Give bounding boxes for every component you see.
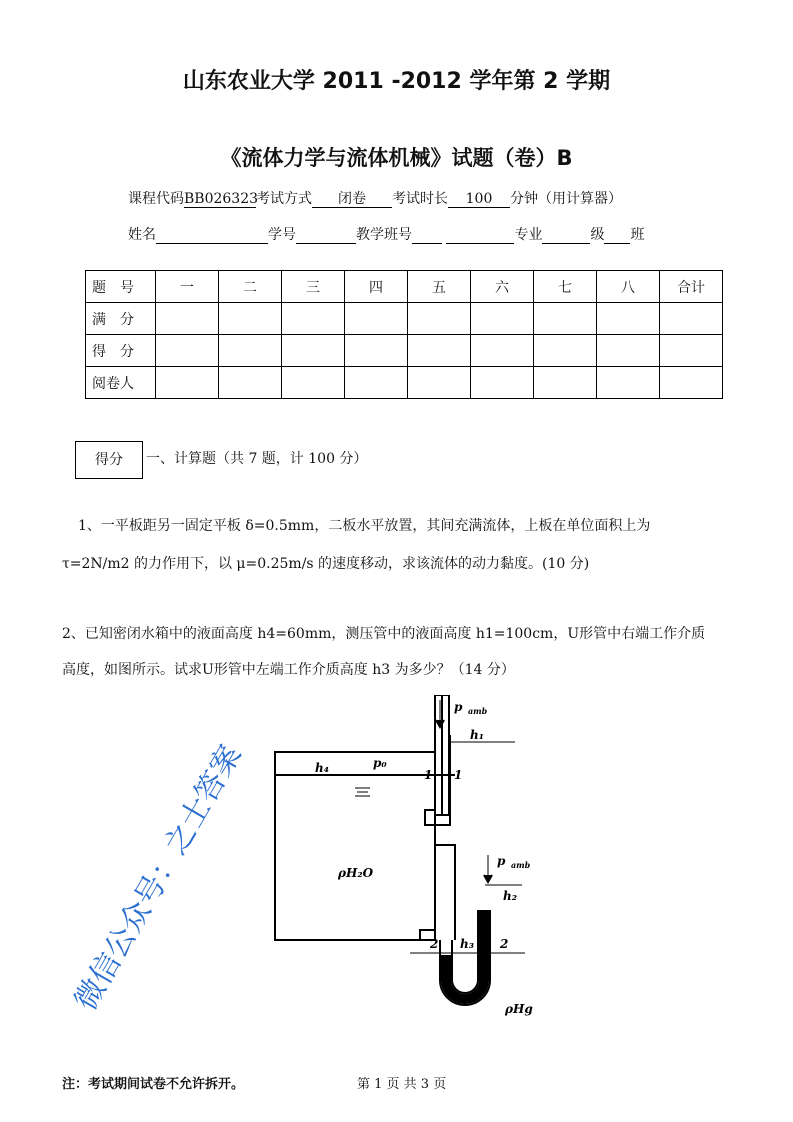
header-cell: 三 bbox=[282, 271, 345, 303]
major-field[interactable] bbox=[542, 227, 590, 244]
label-2-left: 2 bbox=[430, 937, 439, 951]
q1-line2: τ=2N/m2 的力作用下，以 μ=0.25m/s 的速度移动，求该流体的动力黏度。(10 分) bbox=[62, 556, 590, 572]
table-row bbox=[86, 303, 723, 335]
score-table bbox=[85, 270, 723, 399]
class-label: 班 bbox=[630, 227, 645, 243]
duration-unit: 分钟（用计算器） bbox=[510, 191, 622, 207]
label-2-right: 2 bbox=[500, 937, 509, 951]
duration-label: 考试时长 bbox=[392, 191, 448, 207]
watermark: 微信公众号：之士答案 bbox=[68, 739, 249, 1017]
exam-subtitle: 《流体力学与流体机械》试题（卷）B bbox=[220, 146, 573, 170]
table-row bbox=[86, 335, 723, 367]
header-cell: 四 bbox=[345, 271, 408, 303]
label-h1: h₁ bbox=[470, 728, 484, 742]
course-code: BB026323 bbox=[184, 191, 259, 207]
label-p-amb-2: p bbox=[497, 854, 506, 868]
exam-mode-label: 考试方式 bbox=[256, 191, 312, 207]
label-amb-2: amb bbox=[511, 860, 531, 870]
label-p-amb: p bbox=[454, 700, 463, 714]
class-no-label: 教学班号 bbox=[356, 227, 412, 243]
label-1-right: 1 bbox=[454, 768, 463, 782]
name-label: 姓名 bbox=[128, 227, 156, 243]
exam-mode: 闭卷 bbox=[312, 191, 392, 208]
row-label: 得 分 bbox=[86, 335, 156, 367]
header-cell: 合计 bbox=[660, 271, 723, 303]
water-tank bbox=[275, 752, 435, 940]
id-label: 学号 bbox=[268, 227, 296, 243]
manometer-diagram bbox=[260, 695, 540, 1025]
footer-note: 注：考试期间试卷不允许拆开。 bbox=[62, 1077, 245, 1092]
grade-label: 级 bbox=[590, 227, 605, 243]
section-heading: 一、计算题（共 7 题，计 100 分） bbox=[146, 451, 368, 467]
header-cell: 一 bbox=[156, 271, 219, 303]
grade-field[interactable] bbox=[604, 227, 630, 244]
name-field[interactable] bbox=[156, 227, 268, 244]
header-cell: 题 号 bbox=[86, 271, 156, 303]
table-row bbox=[86, 367, 723, 399]
q2-line2: 高度，如图所示。试求U形管中左端工作介质高度 h3 为多少？（14 分） bbox=[62, 662, 515, 678]
class-no-field-2[interactable] bbox=[446, 227, 514, 244]
id-field[interactable] bbox=[296, 227, 356, 244]
header-cell: 六 bbox=[471, 271, 534, 303]
header-cell: 七 bbox=[534, 271, 597, 303]
label-h2: h₂ bbox=[503, 889, 517, 903]
row-label: 阅卷人 bbox=[86, 367, 156, 399]
q1-line1: 1、一平板距另一固定平板 δ=0.5mm，二板水平放置，其间充满流体，上板在单位面积上为 bbox=[78, 518, 651, 534]
label-h3: h₃ bbox=[460, 937, 474, 951]
exam-title: 山东农业大学 2011 -2012 学年第 2 学期 bbox=[182, 69, 611, 94]
row-label: 满 分 bbox=[86, 303, 156, 335]
duration: 100 bbox=[448, 191, 510, 208]
course-info-line bbox=[128, 188, 622, 208]
score-box: 得分 bbox=[75, 441, 143, 479]
label-h4: h₄ bbox=[315, 761, 329, 775]
q2-line1: 2、已知密闭水箱中的液面高度 h4=60mm，测压管中的液面高度 h1=100cm，U形管中右端工作介质 bbox=[62, 626, 706, 642]
course-code-label: 课程代码 bbox=[128, 191, 184, 207]
header-cell: 八 bbox=[597, 271, 660, 303]
label-rho-water: ρH₂O bbox=[338, 866, 374, 880]
major-label: 专业 bbox=[514, 227, 543, 243]
class-no-field[interactable] bbox=[412, 227, 442, 244]
label-p0: p₀ bbox=[373, 756, 387, 770]
label-1-left: 1 bbox=[424, 768, 433, 782]
label-amb: amb bbox=[468, 706, 488, 716]
page-number: 第 1 页 共 3 页 bbox=[357, 1077, 447, 1092]
table-header-row bbox=[86, 271, 723, 303]
header-cell: 五 bbox=[408, 271, 471, 303]
label-rho-hg: ρHg bbox=[505, 1002, 533, 1016]
student-info-line bbox=[128, 224, 644, 244]
header-cell: 二 bbox=[219, 271, 282, 303]
